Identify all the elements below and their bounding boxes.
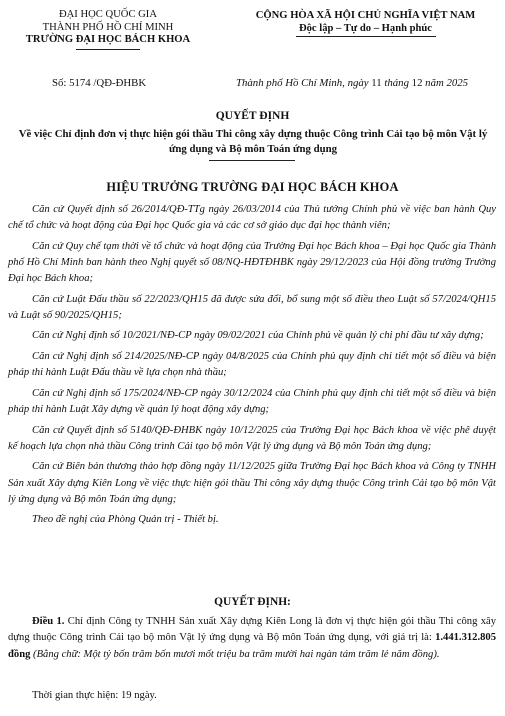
document-number-suffix: /QĐ-ĐHBK <box>90 77 147 89</box>
motto-underline <box>296 36 436 37</box>
preamble-paragraph: Căn cứ Nghị định số 214/2025/NĐ-CP ngày 04/8/2025 của Chính phủ quy định chi tiết một số điều và biện pháp thi hành Luật Đấu thầu về lựa chọn nhà thầu; <box>8 351 496 379</box>
article-1-label: Điều 1. <box>32 616 65 627</box>
duration-text: Thời gian thực hiện: 19 ngày. <box>32 690 157 701</box>
document-number-value: 5174 <box>69 77 91 89</box>
article-1-amount: 1.441.312.805 đồng <box>8 632 496 660</box>
preamble-paragraph: Căn cứ Luật Đấu thầu số 22/2023/QH15 đã được sửa đổi, bổ sung một số điều theo Luật số 57/2024/QH15 và Luật số 90/2025/QH15; <box>8 293 496 321</box>
issuer-underline <box>76 49 140 50</box>
preamble-paragraph: Căn cứ Biên bản thương thảo hợp đồng ngày 11/12/2025 giữa Trường Đại học Bách khoa và Công ty TNHH Sản xuất Xây dựng Kiên Long về việc thực hiện gói thầu Thi công xây dựng thuộc Công trình Cải tạo bộ môn Vật lý ứng dụng và Bộ môn Toán ứng dụng; <box>8 461 496 505</box>
decides-heading: QUYẾT ĐỊNH: <box>214 596 291 608</box>
issuer-line-1: ĐẠI HỌC QUỐC GIA <box>59 9 157 20</box>
rector-heading: HIỆU TRƯỞNG TRƯỜNG ĐẠI HỌC BÁCH KHOA <box>106 180 399 194</box>
national-motto-block <box>228 9 503 37</box>
preamble-paragraph: Căn cứ Quyết định số 26/2014/QĐ-TTg ngày 26/03/2014 của Thủ tướng Chính phủ về việc ban hành Quy chế tổ chức và hoạt động của Đại học Quốc gia và các cơ sở giáo dục đại học thành viên; <box>8 204 496 232</box>
preamble <box>8 202 496 533</box>
date-month-word: tháng <box>381 77 412 89</box>
date-month: 12 <box>411 77 423 89</box>
date-year: năm 2025 <box>422 77 469 89</box>
article-1-amount-words: (Bằng chữ: Một tỷ bốn trăm bốn mươi mốt triệu ba trăm mười hai ngàn tám trăm lẻ năm đồng). <box>30 648 440 660</box>
date-place: Thành phố Hồ Chí Minh, ngày <box>236 77 372 89</box>
issuer-line-3: TRƯỜNG ĐẠI HỌC BÁCH KHOA <box>25 34 191 46</box>
national-title: CỘNG HÒA XÃ HỘI CHỦ NGHĨA VIỆT NAM <box>255 10 476 21</box>
preamble-paragraph: Theo đề nghị của Phòng Quản trị - Thiết bị. <box>32 514 219 526</box>
document-number-prefix: Số: <box>52 77 70 89</box>
document-date <box>236 77 468 89</box>
decision-title: QUYẾT ĐỊNH <box>215 110 290 122</box>
preamble-paragraph: Căn cứ Quy chế tạm thời về tổ chức và hoạt động của Trường Đại học Bách khoa – Đại học Quốc gia Thành phố Hồ Chí Minh ban hành theo Nghị quyết số 08/NQ-HĐTĐHBK ngày 29/12/2023 của Hội đồng trường Trường Đại học Bách khoa; <box>8 240 496 284</box>
preamble-paragraph: Căn cứ Nghị định số 10/2021/NĐ-CP ngày 09/02/2021 của Chính phủ về quản lý chi phí đầu tư xây dựng; <box>32 330 484 342</box>
issuer-line-2: THÀNH PHỐ HỒ CHÍ MINH <box>42 21 174 33</box>
article-1 <box>8 614 496 663</box>
issuer-block <box>8 9 208 50</box>
subject-underline <box>209 160 295 161</box>
preamble-paragraph: Căn cứ Nghị định số 175/2024/NĐ-CP ngày 30/12/2024 của Chính phủ quy định chi tiết một số điều và biện pháp thi hành Luật Xây dựng về quản lý hoạt động xây dựng; <box>8 387 496 415</box>
article-1-text: Chỉ định Công ty TNHH Sản xuất Xây dựng Kiên Long là đơn vị thực hiện gói thầu Thi công xây dựng thuộc Công trình Cải tạo bộ môn Vật lý ứng dụng và Bộ môn Toán ứng dụng, với giá trị là: <box>8 616 497 644</box>
preamble-paragraph: Căn cứ Quyết định số 5140/QĐ-ĐHBK ngày 10/12/2025 của Trường Đại học Bách khoa về việc phê duyệt kế hoạch lựa chọn nhà thầu Công trình Cải tạo bộ môn Vật lý ứng dụng và Bộ môn Toán ứng dụng; <box>8 424 496 452</box>
decision-subject: Về việc Chỉ định đơn vị thực hiện gói thầu Thi công xây dựng thuộc Công trình Cải tạo bộ môn Vật lý ứng dụng và Bộ môn Toán ứng dụng <box>18 128 488 155</box>
document-number <box>52 77 146 89</box>
date-day: 11 <box>371 77 382 89</box>
national-motto: Độc lập – Tự do – Hạnh phúc <box>298 23 433 34</box>
